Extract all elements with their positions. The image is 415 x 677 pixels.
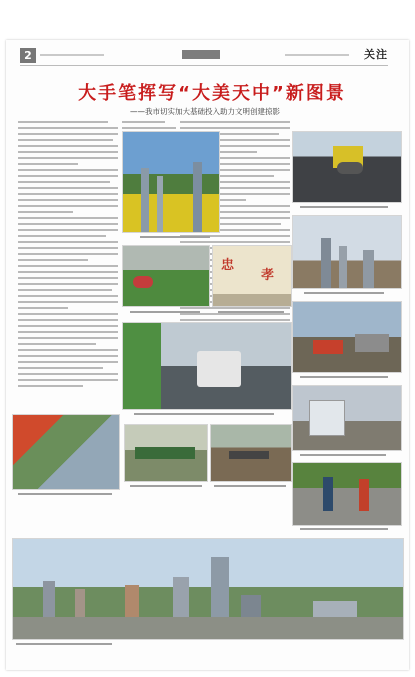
subhead: ——我市切实加大基础投入助力文明创建掠影: [130, 107, 280, 116]
photo-road-paving: [292, 131, 402, 203]
editor-line: [285, 54, 349, 56]
page-number: 2: [20, 48, 36, 63]
article-text-left: [18, 121, 118, 391]
photo-city-panorama: [12, 538, 404, 640]
photo-river-bank: [12, 414, 120, 490]
photo-street-cleaning: [292, 462, 402, 526]
mural-sign-2: 孝: [261, 268, 275, 283]
caption-pipe: [214, 485, 286, 487]
caption-skyline: [304, 292, 384, 294]
page-header: [20, 47, 388, 66]
photo-water-truck-road: [122, 322, 292, 410]
photo-street-kiosk: [292, 385, 402, 451]
caption-mural: [218, 311, 284, 313]
caption-bike: [130, 485, 202, 487]
caption-panorama: [16, 643, 112, 645]
photo-roadwork-truck: [292, 301, 402, 373]
caption-roadwork: [300, 376, 388, 378]
photo-pipe-work: [210, 424, 292, 482]
photo-mural-wall: [212, 245, 292, 307]
caption-kiosk: [300, 454, 386, 456]
caption-water-truck: [134, 413, 274, 415]
caption-river: [18, 493, 112, 495]
caption-park: [140, 236, 210, 238]
masthead-logo: [182, 50, 220, 59]
date-line: [40, 54, 104, 56]
photo-city-skyline: [292, 215, 402, 289]
photo-urban-park-flowers: [122, 131, 220, 233]
caption-indoor: [130, 311, 200, 313]
mural-sign-1: 忠: [221, 258, 235, 273]
photo-bike-station: [124, 424, 208, 482]
caption-cleaning: [300, 528, 388, 530]
caption-road: [300, 206, 388, 208]
photo-indoor-garden: [122, 245, 210, 307]
section-title: 关注: [364, 48, 388, 61]
headline: 大手笔挥写“大美天中”新图景: [78, 83, 346, 104]
